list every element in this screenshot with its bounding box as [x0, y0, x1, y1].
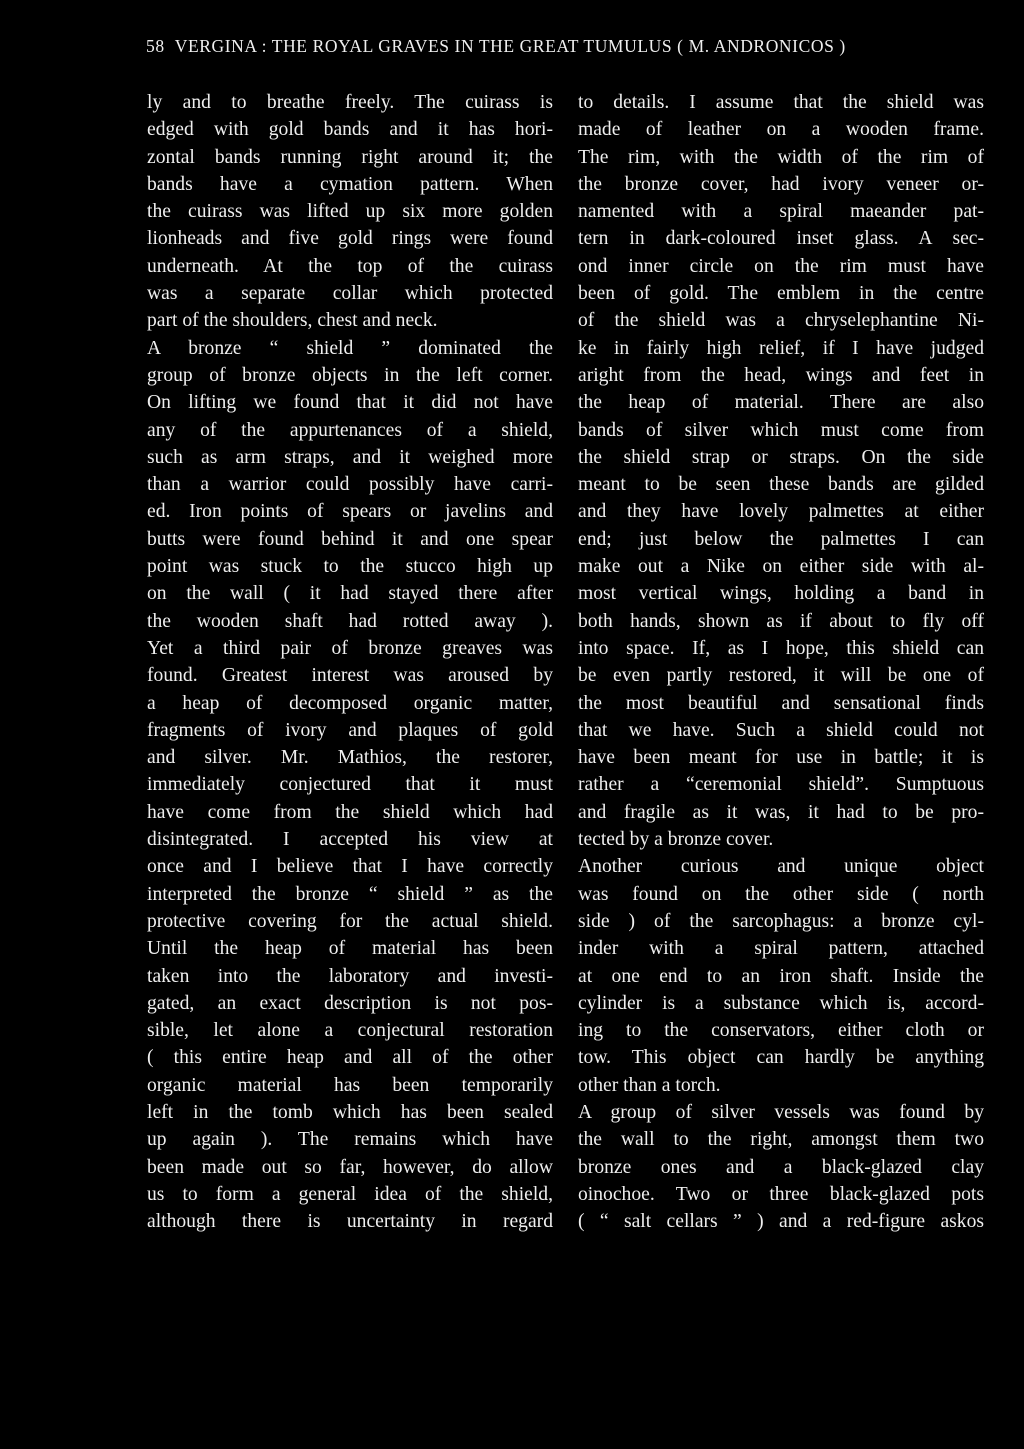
right-line-1: to details. I assume that the shield was — [578, 92, 984, 113]
right-line-6: tern in dark-coloured inset glass. A sec- — [578, 228, 984, 250]
right-line-34: cylinder is a substance which is, accord- — [578, 992, 984, 1014]
running-head — [146, 36, 846, 57]
left-line-32: Until the heap of material has been — [147, 938, 553, 960]
right-line-16: and they have lovely palmettes at either — [578, 501, 984, 523]
right-line-37: other than a torch. — [578, 1074, 721, 1096]
right-line-18: make out a Nike on either side with al- — [578, 556, 984, 578]
right-line-8: been of gold. The emblem in the centre — [578, 283, 984, 305]
right-line-2: made of leather on a wooden frame. — [578, 119, 984, 141]
left-line-19: on the wall ( it had stayed there after — [147, 583, 553, 605]
left-line-26: immediately conjectured that it must — [147, 774, 553, 796]
left-line-7: underneath. At the top of the cuirass — [147, 255, 553, 277]
left-line-41: us to form a general idea of the shield, — [147, 1183, 553, 1205]
left-line-9: part of the shoulders, chest and neck. — [147, 310, 438, 332]
left-line-21: Yet a third pair of bronze greaves was — [147, 637, 553, 659]
right-line-20: both hands, shown as if about to fly off — [578, 610, 984, 632]
right-line-42: ( “ salt cellars ” ) and a red-figure askos — [578, 1211, 984, 1233]
left-line-25: and silver. Mr. Mathios, the restorer, — [147, 747, 553, 769]
right-line-31: side ) of the sarcophagus: a bronze cyl- — [578, 910, 984, 932]
left-line-10: A bronze “ shield ” dominated the — [147, 337, 553, 359]
right-line-28: tected by a bronze cover. — [578, 829, 774, 851]
right-line-32: inder with a spiral pattern, attached — [578, 938, 984, 960]
left-line-18: point was stuck to the stucco high up — [147, 556, 553, 578]
right-line-3: The rim, with the width of the rim of — [578, 146, 984, 168]
right-line-15: meant to be seen these bands are gilded — [578, 474, 984, 496]
right-line-11: aright from the head, wings and feet in — [578, 364, 984, 386]
left-line-34: gated, an exact description is not pos- — [147, 992, 553, 1014]
right-line-21: into space. If, as I hope, this shield can — [578, 637, 984, 659]
left-line-13: any of the appurtenances of a shield, — [147, 419, 553, 441]
right-line-27: and fragile as it was, it had to be pro- — [578, 801, 984, 823]
right-line-24: that we have. Such a shield could not — [578, 719, 984, 741]
left-line-38: left in the tomb which has been sealed — [147, 1101, 553, 1123]
right-line-19: most vertical wings, holding a band in — [578, 583, 984, 605]
left-line-33: taken into the laboratory and investi- — [147, 965, 553, 987]
left-line-37: organic material has been temporarily — [147, 1074, 553, 1096]
left-line-35: sible, let alone a conjectural restoration — [147, 1020, 553, 1042]
left-line-42: although there is uncertainty in regard — [147, 1211, 553, 1233]
left-line-2: edged with gold bands and it has hori- — [147, 119, 553, 141]
left-line-11: group of bronze objects in the left corner. — [147, 364, 553, 386]
left-line-14: such as arm straps, and it weighed more — [147, 446, 553, 468]
right-line-22: be even partly restored, it will be one of — [578, 665, 984, 687]
left-line-1: ly and to breathe freely. The cuirass is — [147, 92, 553, 113]
right-line-38: A group of silver vessels was found by — [578, 1101, 984, 1123]
left-line-12: On lifting we found that it did not have — [147, 392, 553, 414]
right-line-17: end; just below the palmettes I can — [578, 528, 984, 550]
right-line-35: ing to the conservators, either cloth or — [578, 1020, 984, 1042]
right-text-column — [578, 89, 984, 1235]
left-line-39: up again ). The remains which have — [147, 1129, 553, 1151]
left-line-24: fragments of ivory and plaques of gold — [147, 719, 553, 741]
right-line-9: of the shield was a chryselephantine Ni- — [578, 310, 984, 332]
left-line-27: have come from the shield which had — [147, 801, 553, 823]
right-line-30: was found on the other side ( north — [578, 883, 984, 905]
left-line-16: ed. Iron points of spears or javelins and — [147, 501, 553, 523]
right-line-26: rather a “ceremonial shield”. Sumptuous — [578, 774, 984, 796]
right-line-4: the bronze cover, had ivory veneer or- — [578, 173, 984, 195]
right-line-36: tow. This object can hardly be anything — [578, 1047, 984, 1069]
left-line-20: the wooden shaft had rotted away ). — [147, 610, 553, 632]
right-line-5: namented with a spiral maeander pat- — [578, 201, 984, 223]
right-line-33: at one end to an iron shaft. Inside the — [578, 965, 984, 987]
right-line-7: ond inner circle on the rim must have — [578, 255, 984, 277]
left-line-28: disintegrated. I accepted his view at — [147, 829, 553, 851]
right-line-29: Another curious and unique object — [578, 856, 984, 878]
left-line-15: than a warrior could possibly have carri- — [147, 474, 553, 496]
right-line-41: oinochoe. Two or three black-glazed pots — [578, 1183, 984, 1205]
left-line-23: a heap of decomposed organic matter, — [147, 692, 553, 714]
running-title: VERGINA : THE ROYAL GRAVES IN THE GREAT TUMULUS ( M. ANDRONICOS ) — [174, 36, 846, 56]
left-line-5: the cuirass was lifted up six more golden — [147, 201, 553, 223]
left-line-30: interpreted the bronze “ shield ” as the — [147, 883, 553, 905]
right-line-25: have been meant for use in battle; it is — [578, 747, 984, 769]
left-line-8: was a separate collar which protected — [147, 283, 553, 305]
right-line-14: the shield strap or straps. On the side — [578, 446, 984, 468]
left-line-17: butts were found behind it and one spear — [147, 528, 553, 550]
left-line-36: ( this entire heap and all of the other — [147, 1047, 553, 1069]
right-line-23: the most beautiful and sensational finds — [578, 692, 984, 714]
left-line-4: bands have a cymation pattern. When — [147, 173, 553, 195]
left-line-29: once and I believe that I have correctly — [147, 856, 553, 878]
left-line-31: protective covering for the actual shield. — [147, 910, 553, 932]
left-line-22: found. Greatest interest was aroused by — [147, 665, 553, 687]
right-line-12: the heap of material. There are also — [578, 392, 984, 414]
page-number: 58 — [146, 36, 165, 56]
left-line-40: been made out so far, however, do allow — [147, 1156, 553, 1178]
left-line-6: lionheads and five gold rings were found — [147, 228, 553, 250]
left-text-column — [147, 89, 553, 1235]
right-line-40: bronze ones and a black-glazed clay — [578, 1156, 984, 1178]
left-line-3: zontal bands running right around it; the — [147, 146, 553, 168]
right-line-13: bands of silver which must come from — [578, 419, 984, 441]
right-line-39: the wall to the right, amongst them two — [578, 1129, 984, 1151]
right-line-10: ke in fairly high relief, if I have judged — [578, 337, 984, 359]
